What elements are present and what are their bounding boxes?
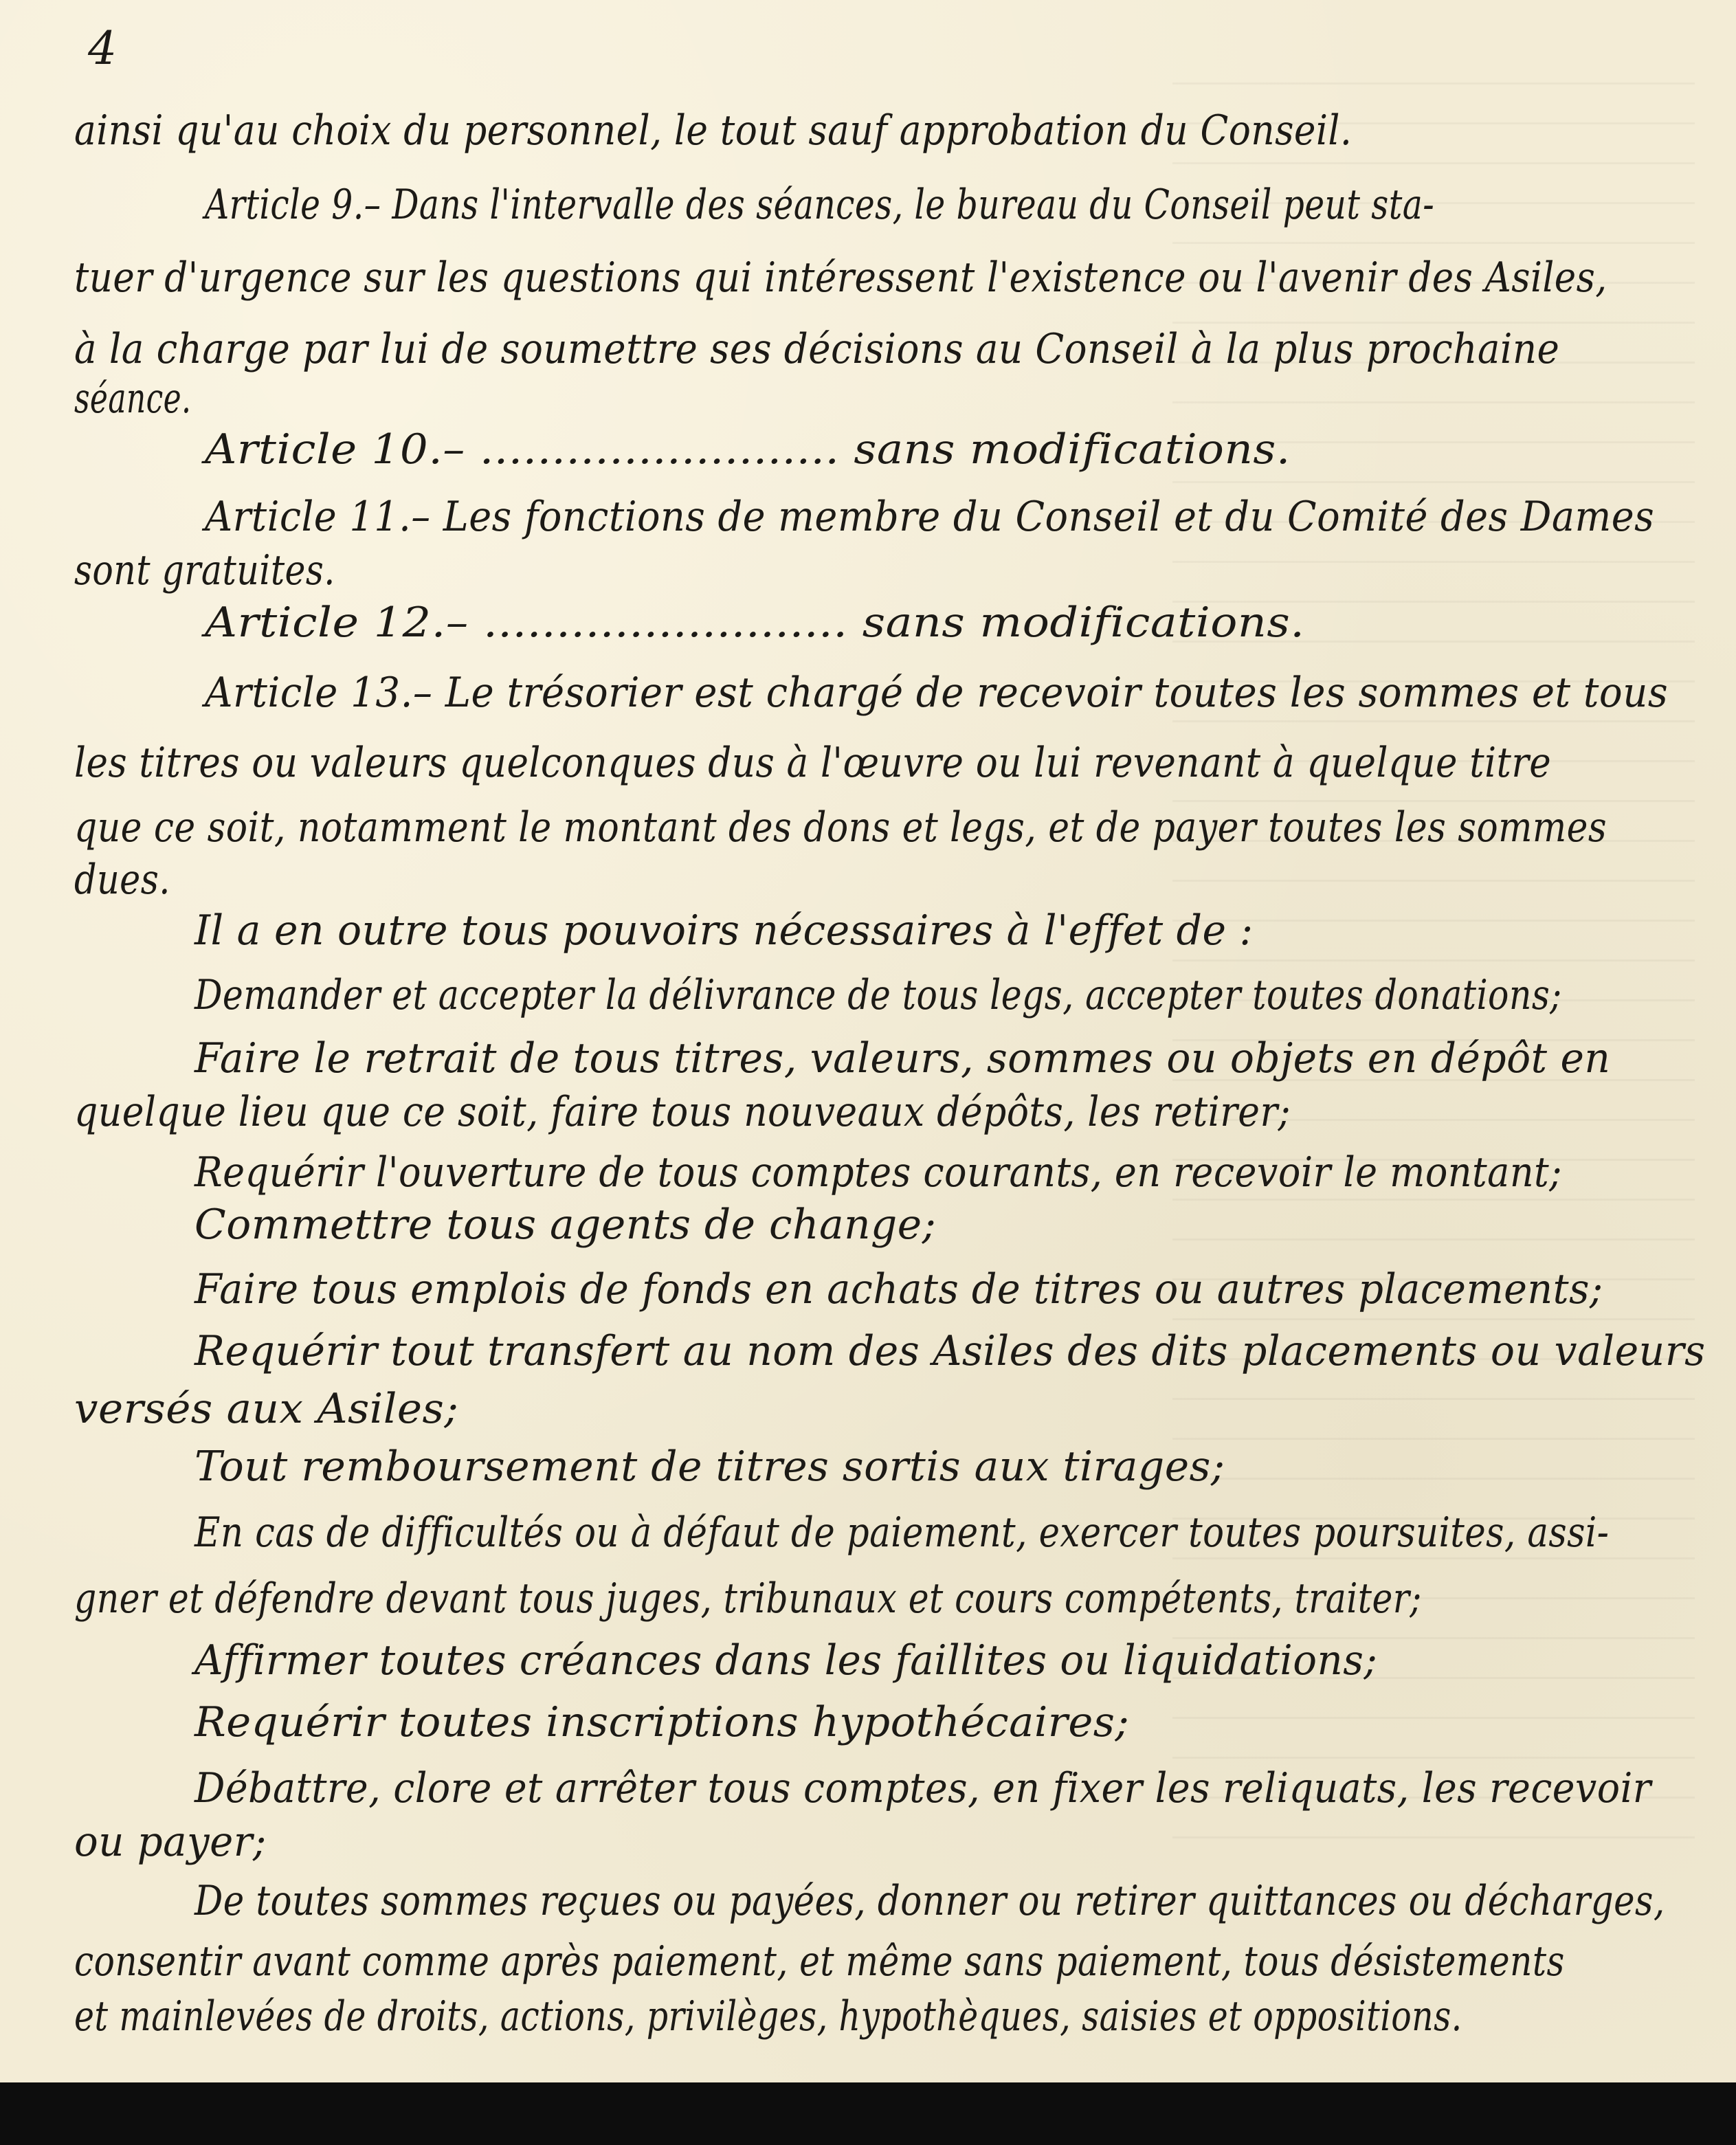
text-line: à la charge par lui de soumettre ses décisions au Conseil à la plus prochaine [74,325,1560,373]
text-line: quelque lieu que ce soit, faire tous nouveaux dépôts, les retirer; [74,1088,1291,1136]
text-line: que ce soit, notamment le montant des dons et legs, et de payer toutes les sommes [74,803,1607,852]
text-line: et mainlevées de droits, actions, privilèges, hypothèques, saisies et oppositions. [74,1992,1462,2041]
text-line: sont gratuites. [74,546,335,594]
text-line: Faire tous emplois de fonds en achats de titres ou autres placements; [194,1265,1603,1313]
text-line: les titres ou valeurs quelconques dus à l'œuvre ou lui revenant à quelque titre [74,739,1552,787]
text-line: Débattre, clore et arrêter tous comptes, en fixer les reliquats, les recevoir [194,1764,1651,1812]
text-line: Article 10.– ......................... sans modifications. [205,425,1291,474]
text-line: dues. [74,856,170,904]
text-line: Requérir l'ouverture de tous comptes courants, en recevoir le montant; [194,1148,1562,1197]
text-line: En cas de difficultés ou à défaut de paiement, exercer toutes poursuites, assi- [194,1509,1610,1557]
text-line: Requérir tout transfert au nom des Asiles des dits placements ou valeurs [194,1327,1706,1375]
text-line: Article 11.– Les fonctions de membre du Conseil et du Comité des Dames [205,493,1655,541]
text-line: Tout remboursement de titres sortis aux tirages; [194,1443,1225,1491]
text-line: séance. [74,375,192,423]
scan-border [0,2082,1736,2145]
text-line: Affirmer toutes créances dans les faillites ou liquidations; [194,1636,1378,1685]
page-number: 4 [88,22,117,75]
text-line: Il a en outre tous pouvoirs nécessaires à l'effet de : [194,907,1254,955]
text-line: versés aux Asiles; [74,1385,459,1433]
text-line: Article 12.– ......................... sans modifications. [205,599,1305,647]
text-line: Article 9.– Dans l'intervalle des séances, le bureau du Conseil peut sta- [205,181,1435,229]
text-line: Faire le retrait de tous titres, valeurs, sommes ou objets en dépôt en [194,1034,1611,1082]
text-line: consentir avant comme après paiement, et même sans paiement, tous désistements [74,1937,1565,1986]
text-line: Requérir toutes inscriptions hypothécaires; [194,1698,1130,1746]
text-line: Demander et accepter la délivrance de tous legs, accepter toutes donations; [194,971,1562,1019]
text-line: Commettre tous agents de change; [194,1201,937,1249]
text-line: gner et défendre devant tous juges, tribunaux et cours compétents, traiter; [74,1575,1422,1623]
text-line: ainsi qu'au choix du personnel, le tout sauf approbation du Conseil. [74,107,1353,155]
text-line: tuer d'urgence sur les questions qui intéressent l'existence ou l'avenir des Asiles, [74,254,1607,302]
text-line: Article 13.– Le trésorier est chargé de recevoir toutes les sommes et tous [205,669,1669,717]
text-line: ou payer; [74,1818,267,1866]
text-line: De toutes sommes reçues ou payées, donner ou retirer quittances ou décharges, [194,1877,1665,1925]
